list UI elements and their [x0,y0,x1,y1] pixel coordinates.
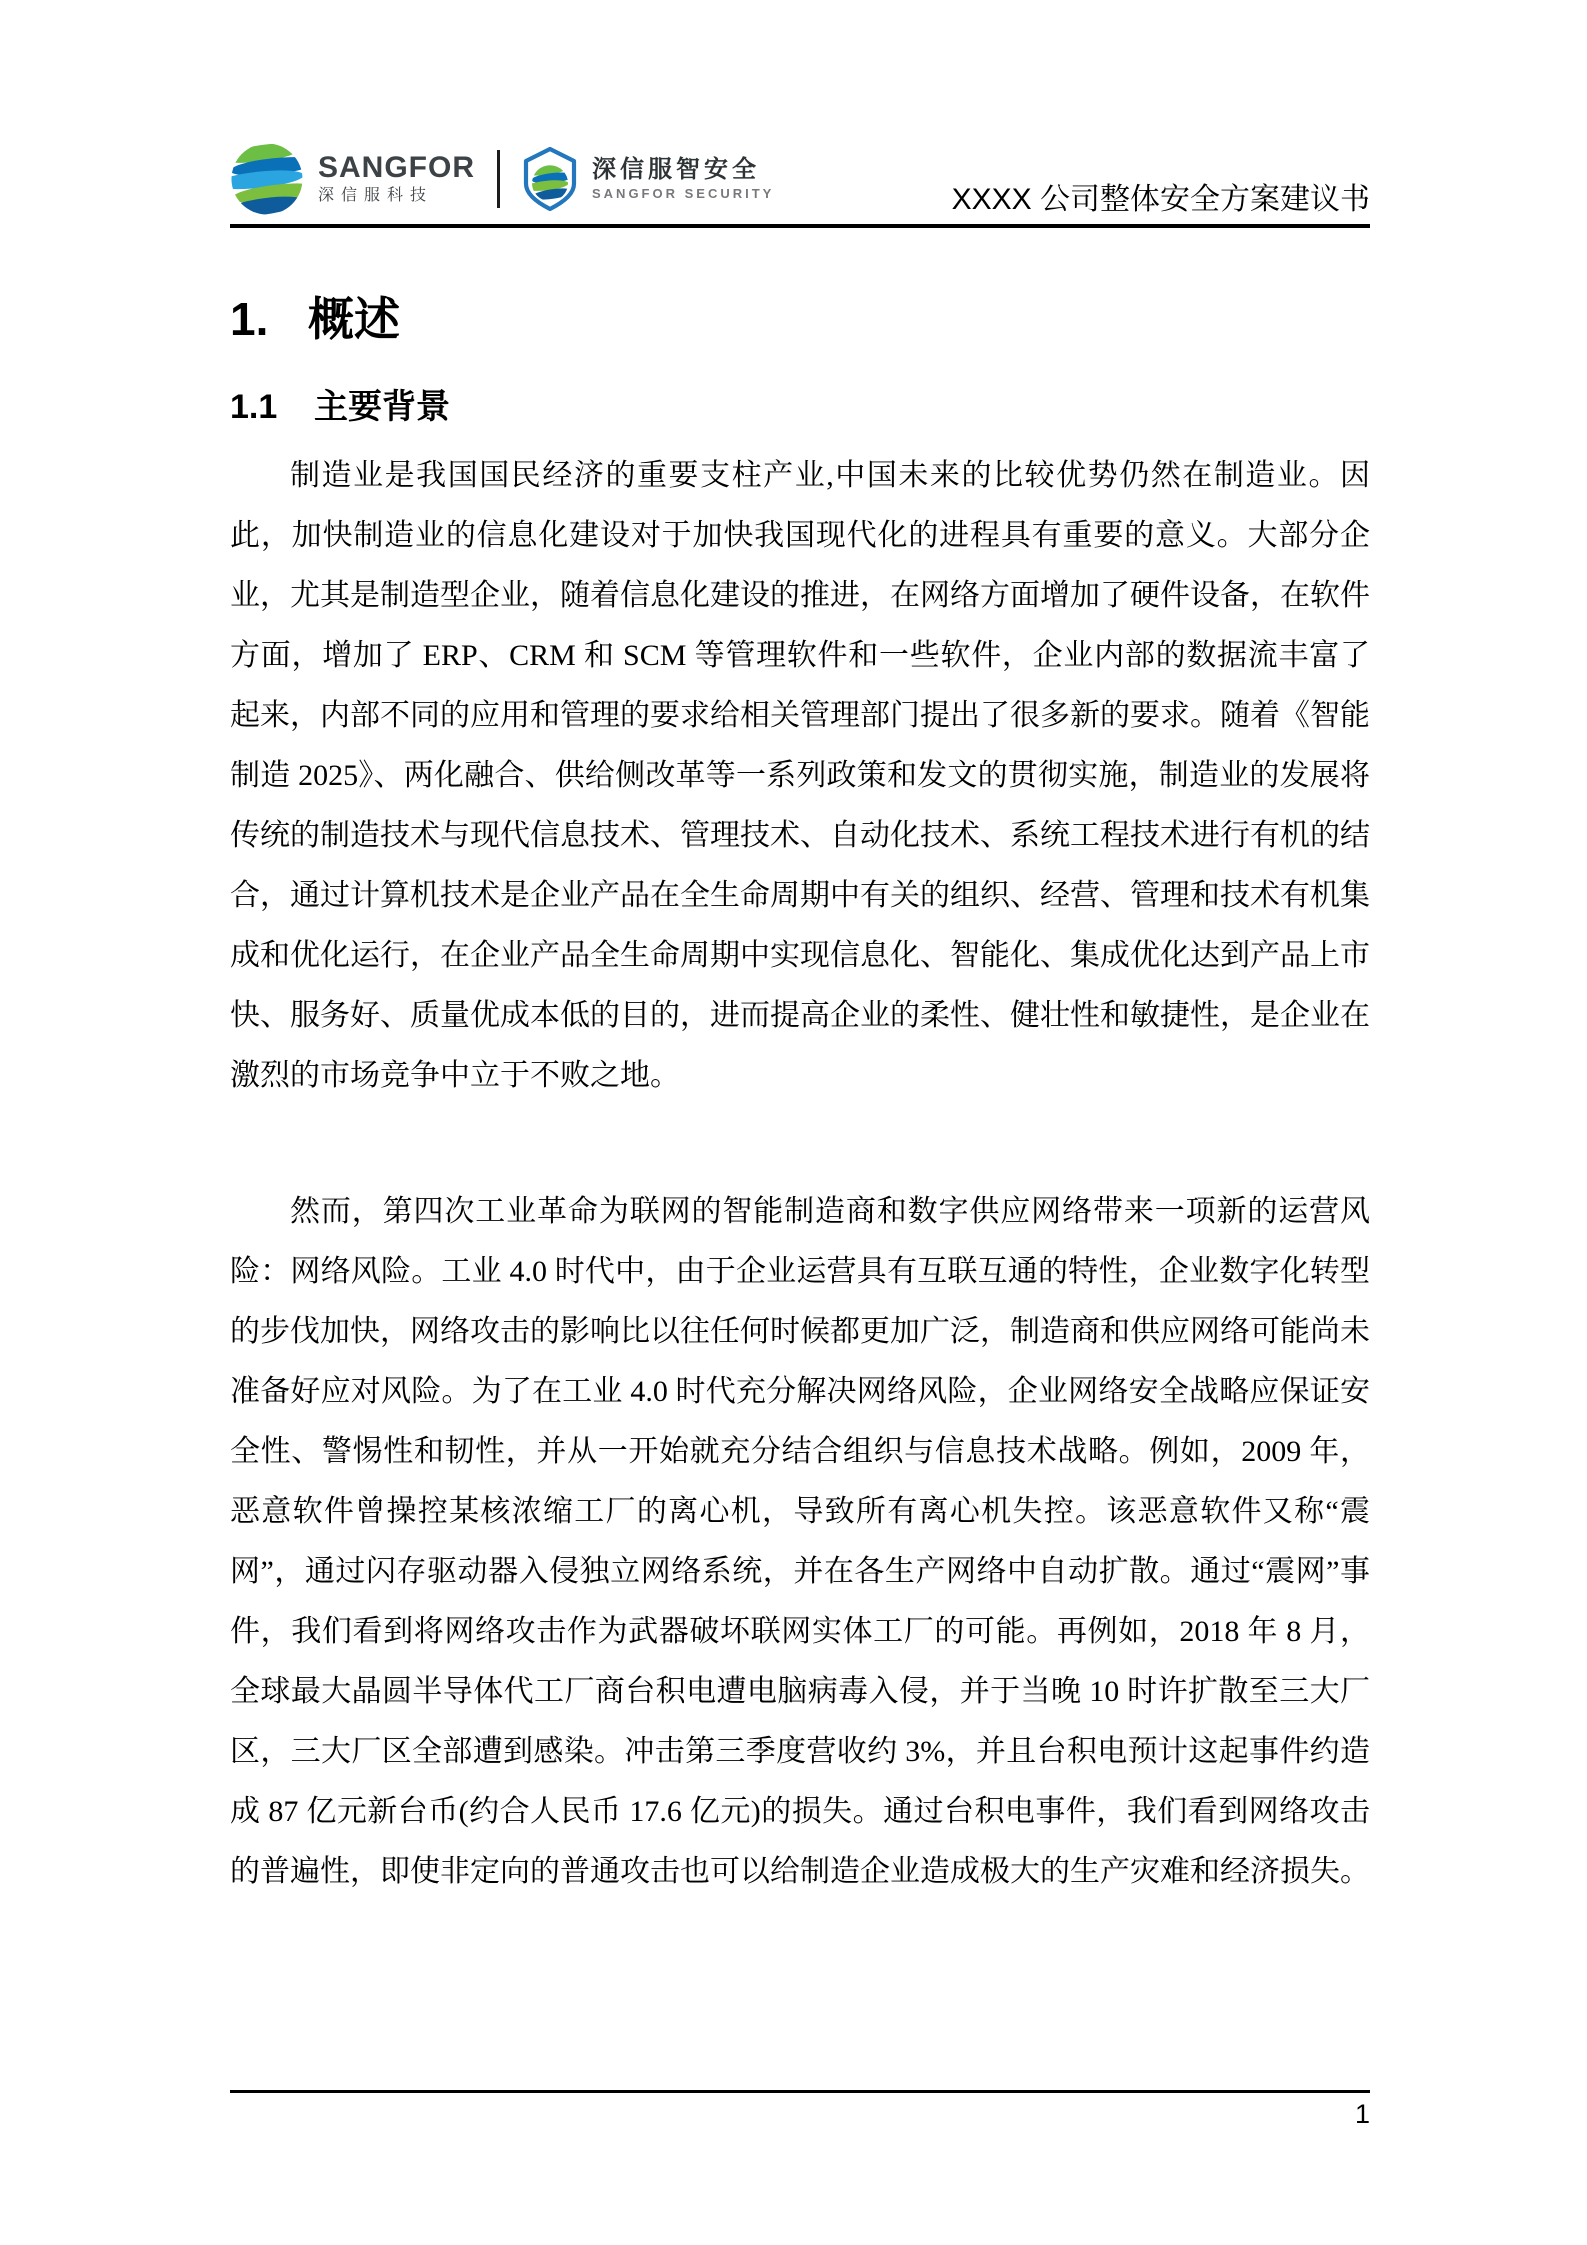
subsection-heading [230,387,1370,428]
brand-name: SANGFOR [318,151,475,184]
document-header [230,142,1370,228]
security-subtitle: SANGFOR SECURITY [592,186,775,201]
security-name: 深信服智安全 [592,156,760,183]
security-text-block [592,156,774,202]
subsection-heading-text: 主要背景 [314,388,450,426]
subsection-heading-number: 1.1 [230,388,278,426]
doc-title: XXXX 公司整体安全方案建议书 [951,183,1370,216]
brand-text-block [318,152,475,206]
security-shield-icon [520,146,580,212]
brand-subtitle: 深信服科技 [318,187,434,204]
section-heading-number: 1. [230,293,269,345]
sangfor-globe-icon [230,142,304,216]
paragraph-background-manufacturing: 制造业是我国国民经济的重要支柱产业,中国未来的比较优势仍然在制造业。因此，加快制造业的信息化建设对于加快我国现代化的进程具有重要的意义。大部分企业，尤其是制造型企业，随着信息化建设的推进，在网络方面增加了硬件设备，在软件方面，增加了 ERP、CRM 和 SCM 等管理软件和一些软件，企业内部的数据流丰富了起来，内部不同的应用和管理的要求给相关管理部门提出了很多新的要求。随着《智能制造 2025》、两化融合、供给侧改革等一系列政策和发文的贯彻实施，制造业的发展将传统的制造技术与现代信息技术、管理技术、自动化技术、系统工程技术进行有机的结合，通过计算机技术是企业产品在全生命周期中有关的组织、经营、管理和技术有机集成和优化运行，在企业产品全生命周期中实现信息化、智能化、集成优化达到产品上市快、服务好、质量优成本低的目的，进而提高企业的柔性、健壮性和敏捷性，是企业在激烈的市场竞争中立于不败之地。 [230,459,1370,1092]
section-heading-text: 概述 [308,293,400,345]
document-footer [230,2090,1370,2130]
page-number: 1 [1354,2099,1370,2129]
sangfor-logo [230,142,774,216]
paragraph-industry40-risk: 然而，第四次工业革命为联网的智能制造商和数字供应网络带来一项新的运营风险：网络风险。工业 4.0 时代中，由于企业运营具有互联互通的特性，企业数字化转型的步伐加快，网络攻击的影响比以往任何时候都更加广泛，制造商和供应网络可能尚未准备好应对风险。为了在工业 4.0 时代充分解决网络风险，企业网络安全战略应保证安全性、警惕性和韧性，并从一开始就充分结合组织与信息技术战略。例如，2009 年，恶意软件曾操控某核浓缩工厂的离心机，导致所有离心机失控。该恶意软件又称“震网”，通过闪存驱动器入侵独立网络系统，并在各生产网络中自动扩散。通过“震网”事件，我们看到将网络攻击作为武器破坏联网实体工厂的可能。再例如，2018 年 8 月，全球最大晶圆半导体代工厂商台积电遭电脑病毒入侵，并于当晚 10 时许扩散至三大厂区，三大厂区全部遭到感染。冲击第三季度营收约 3%，并且台积电预计这起事件约造成 87 亿元新台币(约合人民币 17.6 亿元)的损失。通过台积电事件，我们看到网络攻击的普遍性，即使非定向的普通攻击也可以给制造企业造成极大的生产灾难和经济损失。 [230,1195,1370,1888]
logo-divider [497,150,500,208]
section-heading [230,292,1370,347]
